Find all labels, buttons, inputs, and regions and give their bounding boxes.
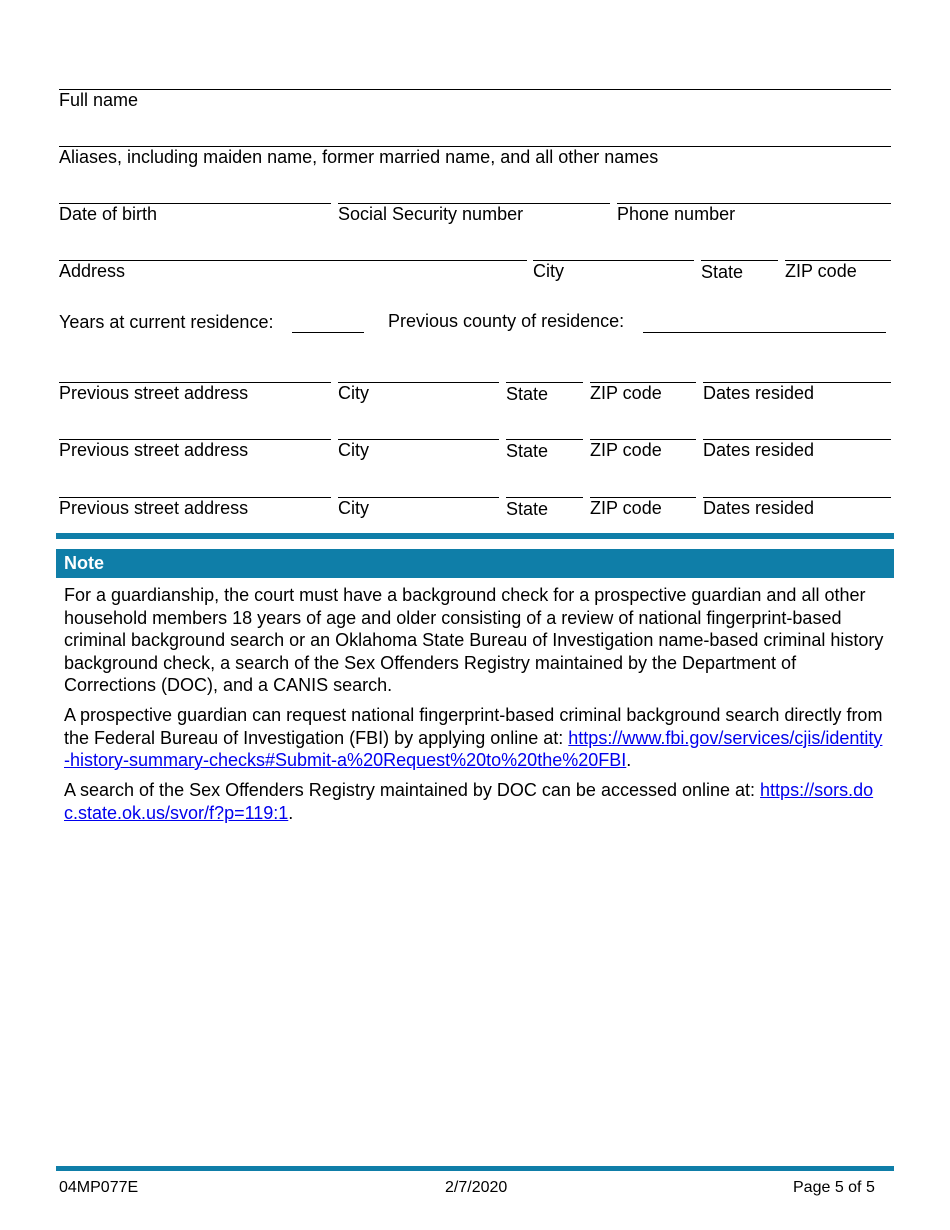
prev-street-label: Previous street address [59,383,249,403]
ssn-label: Social Security number [338,204,524,224]
sors-period: . [288,802,294,823]
prev-street-label: Previous street address [59,498,249,518]
city-label: City [533,261,564,281]
fbi-text: A prospective guardian can request national fingerprint-based criminal background search directly from the Federal Bureau of Investigation (FBI) by applying online at: [64,705,883,748]
prev-zip-label: ZIP code [590,440,662,460]
prev-dates-label: Dates resided [703,440,815,460]
full-name-line[interactable] [59,89,891,90]
phone-label: Phone number [617,204,736,224]
dob-label: Date of birth [59,204,158,224]
zip-label: ZIP code [785,261,857,281]
prev-state-label: State [506,499,549,519]
prev-city-label: City [338,383,369,403]
prev-state-line[interactable] [506,382,583,383]
prev-state-label: State [506,441,549,461]
full-name-label: Full name [59,90,139,110]
prev-zip-label: ZIP code [590,498,662,518]
address-label: Address [59,261,126,281]
years-label: Years at current residence: [59,312,274,332]
page-number: Page 5 of 5 [793,1179,875,1196]
prev-zip-label: ZIP code [590,383,662,403]
prev-city-label: City [338,440,369,460]
note-paragraph-sors [64,779,884,824]
fbi-period: . [626,750,632,770]
prev-county-label: Previous county of residence: [388,311,625,331]
state-line[interactable] [701,260,778,261]
prev-state-label: State [506,384,549,404]
prev-street-label: Previous street address [59,440,249,460]
note-paragraph-guardianship: For a guardianship, the court must have a background check for a prospective guardian and all other household members 18 years of age and older consisting of a review of national fingerprint-based criminal background search or an Oklahoma State Bureau of Investigation name-based criminal history background check, a search of the Sex Offenders Registry maintained by the Department of Corrections (DOC), and a CANIS search. [64,585,884,695]
prev-dates-label: Dates resided [703,498,815,518]
form-date: 2/7/2020 [445,1179,508,1196]
note-paragraph-fbi [64,704,884,772]
form-id: 04MP077E [59,1179,139,1196]
section-divider [56,533,894,539]
aliases-label: Aliases, including maiden name, former married name, and all other names [59,147,659,167]
prev-city-label: City [338,498,369,518]
sors-link[interactable]: https://sors.doc.state.ok.us/svor/f?p=119:1 [64,780,874,823]
prev-county-line[interactable] [643,332,886,333]
prev-state-line[interactable] [506,497,583,498]
prev-dates-label: Dates resided [703,383,815,403]
footer-divider [56,1166,894,1171]
state-label: State [701,262,744,282]
fbi-link[interactable]: https://www.fbi.gov/services/cjis/identity-history-summary-checks#Submit-a%20Request%20to%20the%20FBI [64,727,883,770]
note-header: Note [56,549,894,578]
prev-state-line[interactable] [506,439,583,440]
sors-text: A search of the Sex Offenders Registry maintained by DOC can be accessed online at: [64,780,761,800]
address-line[interactable] [59,260,527,261]
years-line[interactable] [292,332,364,333]
